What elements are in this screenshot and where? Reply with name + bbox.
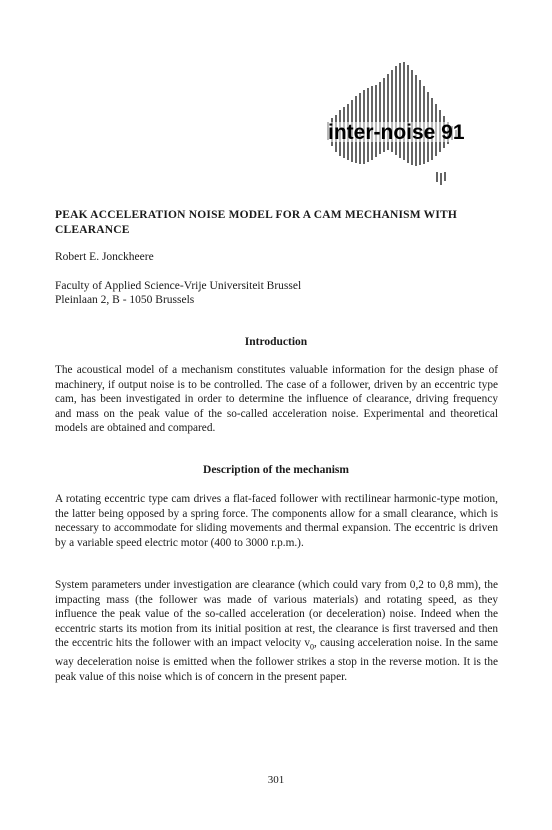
page-number: 301 [267, 774, 285, 786]
mechanism-paragraph-2-part-2: , causing acceleration noise. In the same way deceleration noise is emitted when the follower strikes a stop in the reverse motion. It is the peak value of this noise which is of concern in the present paper. [55, 637, 498, 683]
affiliation-line-2: Pleinlaan 2, B - 1050 Brussels [55, 294, 195, 306]
logo-text: inter-noise 91 [328, 121, 465, 144]
affiliation [55, 279, 301, 307]
inter-noise-91-logo [318, 60, 483, 190]
mechanism-paragraph-2 [55, 578, 498, 684]
section-heading-mechanism: Description of the mechanism [203, 464, 349, 476]
mechanism-paragraph-2-part-1: System parameters under investigation are clearance (which could vary from 0,2 to 0,8 mm), the impacting mass (the follower was made of various materials) and rotating speed, as they influence the peak value of the so-called acceleration (or deceleration) noise. Indeed when the eccentric starts its motion from its initial position at rest, the clearance is first traversed and then the eccentric hits the follower with an impact velocity v [55, 579, 498, 650]
introduction-paragraph: The acoustical model of a mechanism constitutes valuable information for the design phase of machinery, if output noise is to be controlled. The case of a follower, driven by an eccentric type cam, has been investigated in order to determine the influence of clearance, driving frequency and mass on the peak value of the so-called acceleration noise. Experimental and theoretical models are obtained and compared. [55, 364, 498, 435]
mechanism-paragraph-1: A rotating eccentric type cam drives a flat-faced follower with rectilinear harmonic-type motion, the latter being opposed by a spring force. The components allow for a small clearance, which is necessary to accommodate for sliding movements and thermal expansion. The eccentric is driven by a variable speed electric motor (400 to 3000 r.p.m.). [55, 493, 498, 549]
paper-title: PEAK ACCELERATION NOISE MODEL FOR A CAM MECHANISM WITH CLEARANCE [55, 209, 458, 236]
affiliation-line-1: Faculty of Applied Science-Vrije Universiteit Brussel [55, 280, 302, 292]
velocity-subscript: 0 [310, 642, 314, 652]
author-name: Robert E. Jonckheere [55, 251, 154, 263]
section-heading-introduction: Introduction [244, 336, 308, 348]
